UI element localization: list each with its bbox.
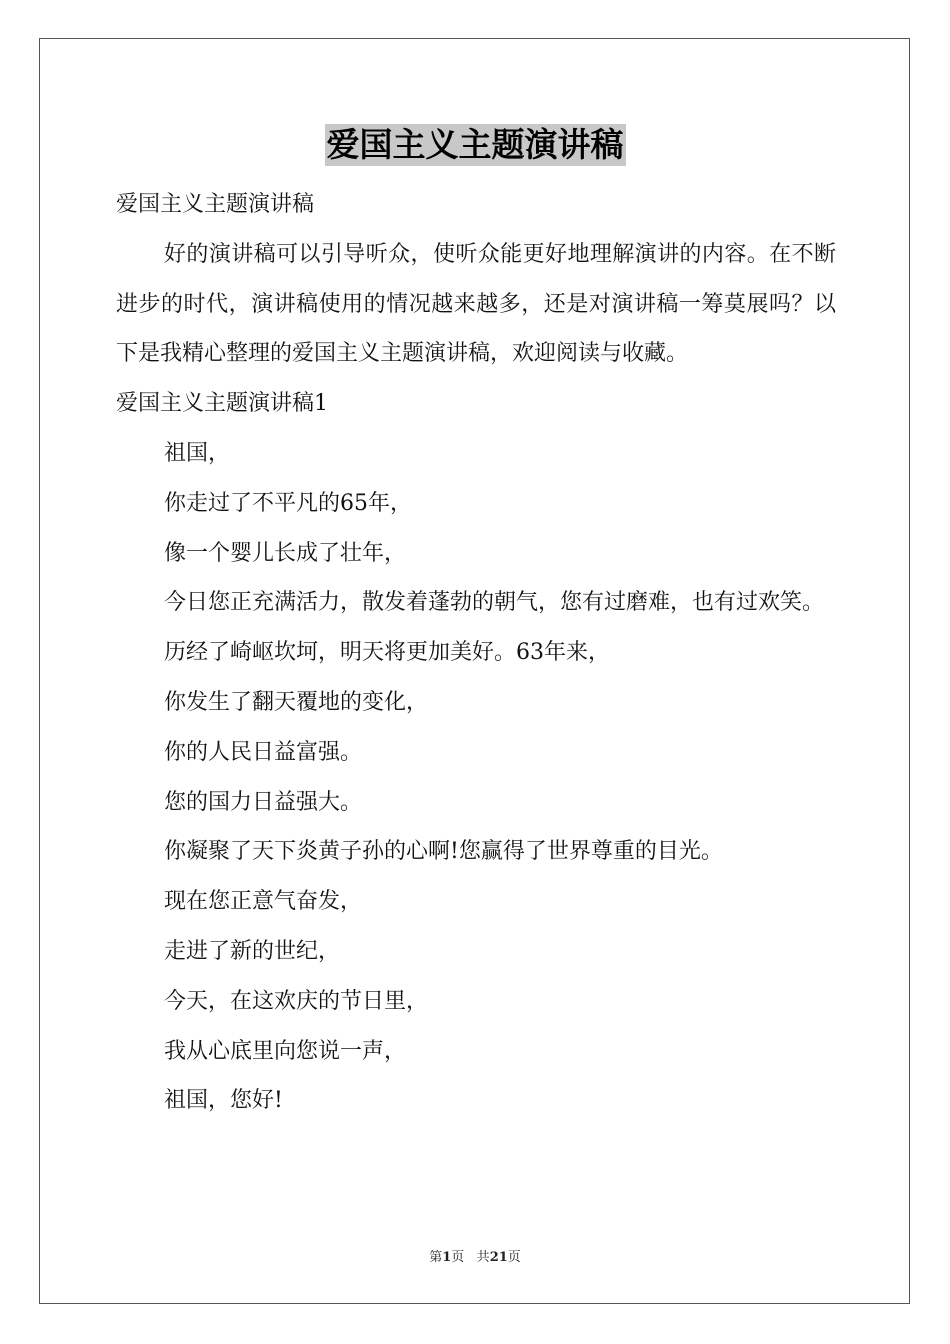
page-footer <box>0 1246 950 1265</box>
speech-line: 像一个婴儿长成了壮年， <box>164 540 407 566</box>
page-total: 21 <box>489 1250 508 1265</box>
speech-line: 历经了崎岖坎坷，明天将更加美好。63年来， <box>164 640 610 666</box>
speech-line: 今日您正充满活力，散发着蓬勃的朝气，您有过磨难，也有过欢笑。 <box>164 590 825 616</box>
page-suffix: 页 <box>451 1250 465 1265</box>
speech-line: 我从心底里向您说一声， <box>164 1038 407 1064</box>
speech-line: 你凝聚了天下炎黄子孙的心啊!您赢得了世界尊重的目光。 <box>164 839 723 865</box>
intro-paragraph: 好的演讲稿可以引导听众，使听众能更好地理解演讲的内容。在不断进步的时代，演讲稿使用的情况越来越多，还是对演讲稿一筹莫展吗？以下是我精心整理的爱国主义主题演讲稿，欢迎阅读与收藏。 <box>116 241 836 367</box>
page-prefix: 第 <box>429 1250 443 1265</box>
speech-line: 走进了新的世纪， <box>164 938 341 964</box>
speech-line: 祖国，您好! <box>164 1088 283 1114</box>
total-suffix: 页 <box>507 1250 521 1265</box>
speech-line: 您的国力日益强大。 <box>164 789 363 815</box>
speech-line: 你的人民日益富强。 <box>164 739 363 765</box>
speech-line: 你发生了翻天覆地的变化， <box>164 689 429 715</box>
title-container <box>0 124 950 166</box>
page-current: 1 <box>442 1250 452 1265</box>
document-body <box>116 180 836 1126</box>
total-prefix: 共 <box>476 1250 490 1265</box>
document-title: 爱国主义主题演讲稿 <box>326 125 624 164</box>
speech-line: 祖国， <box>164 440 231 466</box>
section-heading: 爱国主义主题演讲稿1 <box>116 391 328 417</box>
speech-line: 今天，在这欢庆的节日里， <box>164 988 429 1014</box>
document-subtitle: 爱国主义主题演讲稿 <box>116 192 315 217</box>
speech-line: 现在您正意气奋发， <box>164 889 363 915</box>
speech-line: 你走过了不平凡的65年， <box>164 490 412 516</box>
